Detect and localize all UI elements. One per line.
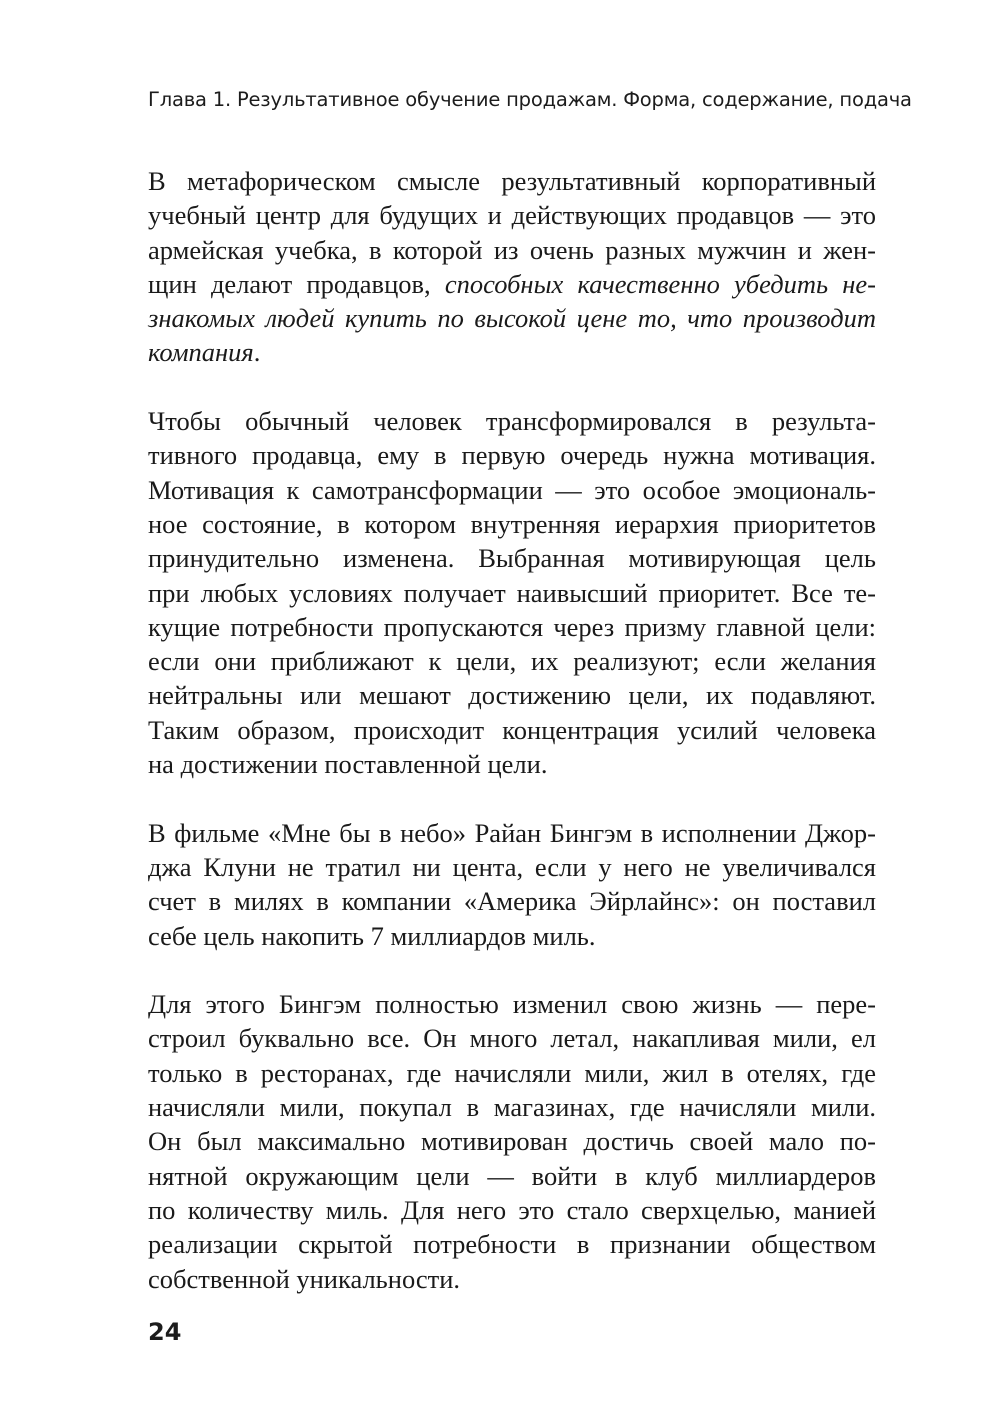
text-run: кущие потребности пропускаются через призму главной цели: [148, 611, 876, 642]
text-line [148, 610, 876, 644]
paragraph [148, 404, 876, 781]
text-run: Чтобы обычный человек трансформировался в результа- [148, 406, 876, 437]
text-run: В метафорическом смысле результативный корпоративный [148, 166, 876, 196]
text-line [148, 198, 876, 232]
paragraph-spacing [148, 781, 876, 815]
text-run: армейская учебка, в которой из очень разных мужчин и жен- [148, 234, 876, 265]
text-run: если они приближают к цели, их реализуют; если желания [148, 646, 876, 677]
text-run: на достижении поставленной цели. [148, 749, 548, 780]
text-run: собственной уникальности. [148, 1263, 461, 1294]
text-run: Он был максимально мотивирован достичь своей мало по- [148, 1126, 876, 1157]
text-run: учебный центр для будущих и действующих продавцов — это [148, 200, 876, 231]
text-run: В фильме «Мне бы в небо» Райан Бингэм в исполнении Джор- [148, 817, 876, 848]
text-line [148, 1159, 876, 1193]
paragraph-spacing [148, 370, 876, 404]
text-run: по количеству миль. Для него это стало сверхцелью, манией [148, 1194, 876, 1225]
text-line [148, 987, 876, 1021]
text-line [148, 1056, 876, 1090]
text-line [148, 1021, 876, 1055]
text-line [148, 1124, 876, 1158]
text-line [148, 438, 876, 472]
text-line [148, 816, 876, 850]
text-line [148, 541, 876, 575]
text-run: нейтральны или мешают достижению цели, их подавляют. [148, 680, 876, 711]
text-run: принудительно изменена. Выбранная мотивирующая цель [148, 543, 876, 574]
paragraph [148, 987, 876, 1296]
paragraph [148, 816, 876, 953]
running-head: Глава 1. Результативное обучение продажам. Форма, содержание, подача [148, 88, 912, 111]
text-run: Для этого Бингэм полностью изменил свою жизнь — пере- [148, 989, 876, 1020]
italic-text: компания [148, 337, 254, 368]
italic-text: способных качественно убедить не- [444, 268, 876, 299]
body-text [148, 164, 876, 1296]
text-line [148, 1227, 876, 1261]
text-line [148, 164, 876, 198]
text-run: себе цель накопить 7 миллиардов миль. [148, 920, 596, 951]
text-run: реализации скрытой потребности в признании обществом [148, 1229, 876, 1260]
paragraph-spacing [148, 953, 876, 987]
text-run: начисляли мили, покупал в магазинах, где начисляли мили. [148, 1092, 876, 1123]
text-run: Таким образом, происходит концентрация усилий человека [148, 714, 876, 745]
text-line [148, 850, 876, 884]
text-line [148, 678, 876, 712]
text-run: ное состояние, в котором внутренняя иерархия приоритетов [148, 508, 876, 539]
text-line [148, 473, 876, 507]
page-number: 24 [148, 1318, 182, 1346]
paragraph [148, 164, 876, 370]
text-run: нятной окружающим цели — войти в клуб миллиардеров [148, 1160, 876, 1191]
text-line [148, 884, 876, 918]
text-run: тивного продавца, ему в первую очередь нужна мотивация. [148, 440, 876, 471]
text-line [148, 713, 876, 747]
text-line [148, 644, 876, 678]
text-run: при любых условиях получает наивысший приоритет. Все те- [148, 577, 876, 608]
text-line [148, 404, 876, 438]
text-run: счет в милях в компании «Америка Эйрлайнс»: он поставил [148, 886, 876, 917]
text-line [148, 1262, 876, 1296]
text-line [148, 576, 876, 610]
text-line [148, 1193, 876, 1227]
text-run: Мотивация к самотрансформации — это особое эмоциональ- [148, 474, 876, 505]
text-line [148, 1090, 876, 1124]
text-line [148, 919, 876, 953]
text-run: только в ресторанах, где начисляли мили, жил в отелях, где [148, 1057, 876, 1088]
text-line [148, 301, 876, 335]
text-line [148, 747, 876, 781]
text-line [148, 267, 876, 301]
text-line [148, 233, 876, 267]
italic-text: знакомых людей купить по высокой цене то, что производит [148, 303, 876, 334]
text-run: щин делают продавцов, [148, 268, 445, 299]
text-line [148, 507, 876, 541]
text-run: . [253, 337, 261, 368]
text-run: строил буквально все. Он много летал, накапливая мили, ел [148, 1023, 876, 1054]
text-run: джа Клуни не тратил ни цента, если у него не увеличивался [148, 851, 876, 882]
text-line [148, 335, 876, 369]
